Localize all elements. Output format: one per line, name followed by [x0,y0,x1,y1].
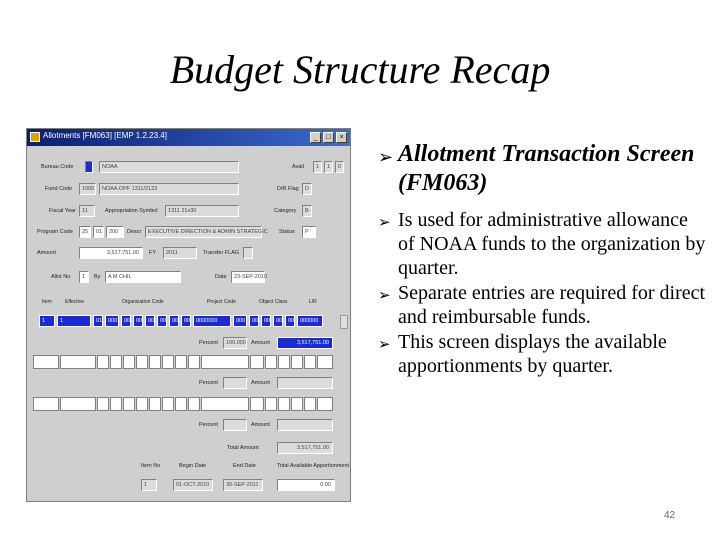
amt-label: Amount [251,380,270,386]
amount-row-field[interactable] [277,377,333,389]
grid-cell[interactable] [291,355,303,369]
dr-flag-field[interactable]: D [302,183,312,195]
close-icon[interactable]: × [336,132,347,143]
status-field[interactable]: P [302,226,316,238]
window-title-bar[interactable] [27,129,350,146]
category-label: Category [274,208,297,214]
grid-cell[interactable]: 00 [181,315,191,327]
grid-cell[interactable]: 000000 [297,315,323,327]
bullet-item-text: Is used for administrative allowance of NOAA funds to the organization by quarter. [398,209,706,279]
grid-cell[interactable] [97,397,109,411]
grid-header-object-class: Object Class [259,299,288,305]
grid-cell[interactable]: 00 [157,315,167,327]
grid-cell-effective[interactable]: 1 [57,315,91,327]
program-code-field[interactable]: 25 [79,226,91,238]
fiscal-year-field[interactable]: 11 [79,205,95,217]
grid-cell[interactable]: 0000000 [193,315,231,327]
grid-cell[interactable] [317,355,333,369]
bureau-code-label: Bureau Code [41,164,74,170]
grid-cell-item[interactable]: 1 [39,315,55,327]
grid-cell[interactable] [188,355,200,369]
date-label: Date [215,274,227,280]
grid-cell[interactable] [278,355,290,369]
grid-cell[interactable] [188,397,200,411]
end-date-label: End Date [233,463,256,469]
arrow-bullet-icon: ➢ [378,335,391,353]
grid-cell[interactable] [149,397,161,411]
fy-field[interactable]: 2011 [163,247,197,259]
percent-field[interactable] [223,377,247,389]
grid-header-org-code: Organization Code [122,299,164,305]
begin-date-field[interactable]: 01-OCT-2010 [173,479,213,491]
grid-cell[interactable] [250,355,264,369]
grid-cell[interactable]: 0001 [105,315,119,327]
total-available-field[interactable]: 0.00 [277,479,335,491]
grid-cell[interactable] [110,397,122,411]
grid-cell[interactable]: 00 [133,315,143,327]
amount-label: Amount [37,250,56,256]
transfer-label: Transfer FLAG [203,250,240,256]
percent-label: Percent [199,422,218,428]
allot-no-label: Allot No [51,274,71,280]
grid-cell[interactable] [60,397,96,411]
by-label: By [94,274,101,280]
approp-symbol-field[interactable]: 1311 21x30 [165,205,239,217]
percent-field[interactable] [223,419,247,431]
end-date-field[interactable]: 30-SEP-2011 [223,479,263,491]
grid-cell[interactable]: 000 [233,315,247,327]
maximize-icon[interactable]: □ [323,132,334,143]
program-code-label: Program Code [37,229,73,235]
bullet-heading-text: Allotment Transaction Screen (FM063) [398,141,695,196]
fund-code-field[interactable]: 1005 [79,183,96,195]
grid-cell[interactable] [123,397,135,411]
amount-field[interactable]: 3,517,751.00 [79,247,143,259]
program-code-part-1[interactable]: 01 [93,226,104,238]
grid-scrollbar[interactable] [340,315,348,329]
grid-cell[interactable]: 00 [249,315,259,327]
avail-field-2[interactable]: 1 [324,161,333,173]
percent-label: Percent [199,380,218,386]
bullet-item [378,208,708,280]
arrow-bullet-icon: ➢ [378,147,394,168]
item-no-label: Item No [141,463,161,469]
grid-cell[interactable] [110,355,122,369]
window-title: Allotments [FM063] [EMP 1.2.23.4] [43,131,167,140]
total-available-label: Total Available Apportionment [277,463,350,469]
amt-label: Amount [251,422,270,428]
descr-label: Descr [127,229,142,235]
amount-row-field[interactable] [277,419,333,431]
app-icon [30,132,40,142]
grid-cell[interactable]: 00 [285,315,295,327]
bullet-item-text: Separate entries are required for direct and reimbursable funds. [398,282,706,328]
grid-cell[interactable] [97,355,109,369]
avail-label: Avail [292,164,304,170]
category-field[interactable]: B [302,205,312,217]
grid-cell[interactable]: 00 [261,315,271,327]
grid-cell[interactable] [136,397,148,411]
grid-cell[interactable]: 00 [169,315,179,327]
grid-cell[interactable] [33,355,59,369]
grid-cell[interactable] [136,355,148,369]
arrow-bullet-icon: ➢ [378,213,391,231]
bureau-code-button[interactable] [85,161,93,173]
grid-cell[interactable] [162,397,174,411]
grid-cell[interactable]: 00 [273,315,283,327]
fy-label: FY [149,250,157,256]
grid-header-lr: L/R [309,299,317,305]
total-amount-label: Total Amount [227,445,259,451]
allot-no-field[interactable]: 1 [79,271,89,283]
grid-cell[interactable] [175,397,187,411]
bullet-item [378,330,708,378]
approp-symbol-label: Appropriation Symbol [105,208,158,214]
grid-cell[interactable] [201,355,249,369]
bullet-item-text: This screen displays the available apportionments by quarter. [398,331,667,377]
grid-cell[interactable]: 00 [145,315,155,327]
status-label: Status [279,229,295,235]
allotments-window [26,128,351,502]
grid-cell[interactable] [265,355,277,369]
fund-descr-field[interactable]: NOAA OPF 1311/2123 [99,183,239,195]
grid-header-effective: Effective [65,299,85,305]
amount-row-field[interactable]: 3,517,751.00 [277,337,333,349]
grid-cell[interactable] [175,355,187,369]
grid-cell[interactable] [201,397,249,411]
amt-label: Amount [251,340,270,346]
dr-flag-label: D/R Flag [277,186,299,192]
bureau-code-field[interactable]: NOAA [99,161,239,173]
item-no-field[interactable]: 1 [141,479,157,491]
avail-field-3[interactable]: 0 [335,161,344,173]
bullet-list [378,140,708,379]
grid-cell[interactable] [149,355,161,369]
percent-field[interactable]: 100.000 [223,337,247,349]
grid-cell[interactable] [60,355,96,369]
grid-cell[interactable] [162,355,174,369]
fund-code-label: Fund Code [45,186,73,192]
grid-cell[interactable]: 01 [93,315,103,327]
grid-cell[interactable] [250,397,264,411]
date-field[interactable]: 23-SEP-2010 [231,271,265,283]
page-number: 42 [664,510,676,521]
grid-cell[interactable]: 00 [121,315,131,327]
grid-cell[interactable] [317,397,333,411]
begin-date-label: Begin Date [179,463,207,469]
transfer-field[interactable] [243,247,253,259]
bullet-item [378,281,708,329]
avail-field-1[interactable]: 1 [313,161,322,173]
grid-cell[interactable] [304,397,316,411]
total-amount-field[interactable]: 3,517,751.00 [277,442,333,454]
bullet-heading [378,140,708,198]
arrow-bullet-icon: ➢ [378,286,391,304]
grid-cell[interactable] [304,355,316,369]
slide-title: Budget Structure Recap [169,47,551,92]
grid-header-project-code: Project Code [207,299,236,305]
grid-header-item: Item [42,299,52,305]
percent-label: Percent [199,340,218,346]
grid-cell[interactable] [33,397,59,411]
grid-cell[interactable] [278,397,290,411]
grid-cell[interactable] [265,397,277,411]
minimize-icon[interactable]: _ [310,132,321,143]
by-field[interactable]: A M CHIL [105,271,181,283]
grid-cell[interactable] [123,355,135,369]
program-code-part-2[interactable]: 200 [106,226,124,238]
fiscal-year-label: Fiscal Year [49,208,76,214]
grid-cell[interactable] [291,397,303,411]
descr-field[interactable]: EXECUTIVE DIRECTION & ADMIN STRATEGIC [145,226,262,238]
